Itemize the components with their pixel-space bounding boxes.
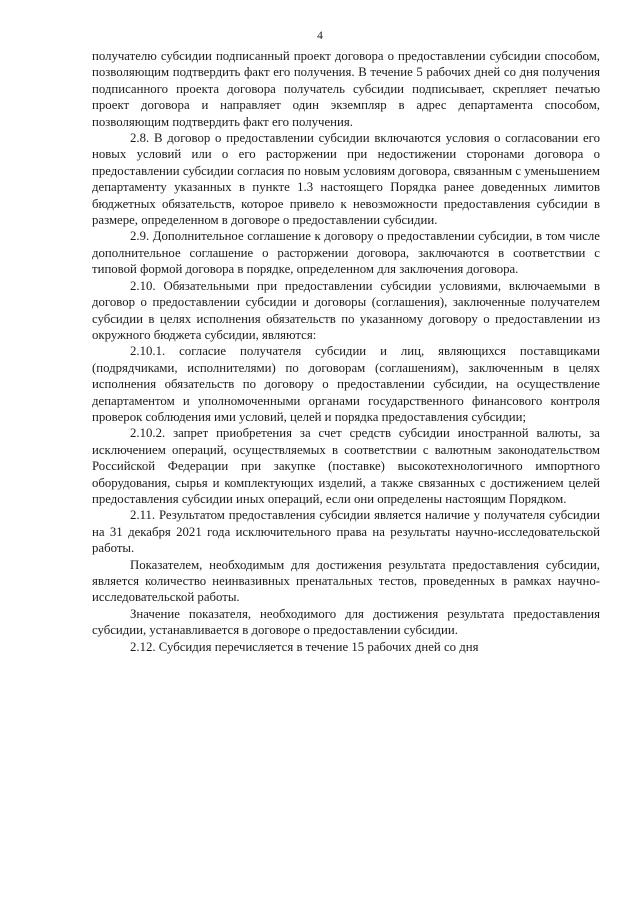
paragraph-indicator: Показателем, необходимым для достижения результата предоставления субсидии, является количество неинвазивных пренатальных тестов, проведенных в рамках научно-исследовательской работы.: [92, 557, 600, 605]
paragraph-2-8: 2.8. В договор о предоставлении субсидии включаются условия о согласовании его новых условий или о его расторжении при недостижении сторонами договора о предоставлении субсидии согласия по новым условиям договора, связанным с уменьшением департаменту указанных в пункте 1.3 настоящего Порядка ранее доведенных лимитов бюджетных обязательств, которое привело к невозможности предоставления субсидии в размере, определенном в договоре о предоставлении субсидии.: [92, 131, 600, 228]
paragraph-2-10: 2.10. Обязательными при предоставлении субсидии условиями, включаемыми в договор о предоставлении субсидии и договоры (соглашения), заключенные получателем субсидии в целях исполнения обязательств по указанному договору о предоставлении из окружного бюджета субсидии, являются:: [92, 278, 600, 342]
page-number: 4: [317, 30, 323, 42]
document-body: [92, 48, 600, 655]
paragraph-2-11: 2.11. Результатом предоставления субсидии является наличие у получателя субсидии на 31 декабря 2021 года исключительного права на результаты научно-исследовательской работы.: [92, 508, 600, 556]
paragraph-2-12: 2.12. Субсидия перечисляется в течение 15 рабочих дней со дня: [130, 639, 479, 654]
paragraph-2-10-2: 2.10.2. запрет приобретения за счет средств субсидии иностранной валюты, за исключением операций, осуществляемых в соответствии с валютным законодательством Российской Федерации при закупке (поставке) высокотехнологичного импортного оборудования, сырья и комплектующих изделий, а также связанных с достижением целей предоставления субсидии иных операций, если они определены настоящим Порядком.: [92, 426, 600, 506]
paragraph-continuation: получателю субсидии подписанный проект договора о предоставлении субсидии способом, позволяющим подтвердить факт его получения. В течение 5 рабочих дней со дня получения подписанного проекта договора получатель субсидии подписывает, скрепляет печатью проект договора и направляет один экземпляр в адрес департамента способом, позволяющим подтвердить факт его получения.: [92, 49, 600, 129]
paragraph-indicator-value: Значение показателя, необходимого для достижения результата предоставления субсидии, устанавливается в договоре о предоставлении субсидии.: [92, 606, 600, 638]
paragraph-2-9: 2.9. Дополнительное соглашение к договору о предоставлении субсидии, в том числе дополнительное соглашение о расторжении договора, заключаются в соответствии с типовой формой договора в порядке, определенном для заключения договора.: [92, 229, 600, 277]
paragraph-2-10-1: 2.10.1. согласие получателя субсидии и лиц, являющихся поставщиками (подрядчиками, исполнителями) по договорам (соглашениям), заключенным в целях исполнения обязательств по договору о предоставлении субсидии, на осуществление департаментом и уполномоченными органами государственного финансового контроля проверок соблюдения ими условий, целей и порядка предоставления субсидии;: [92, 344, 600, 424]
